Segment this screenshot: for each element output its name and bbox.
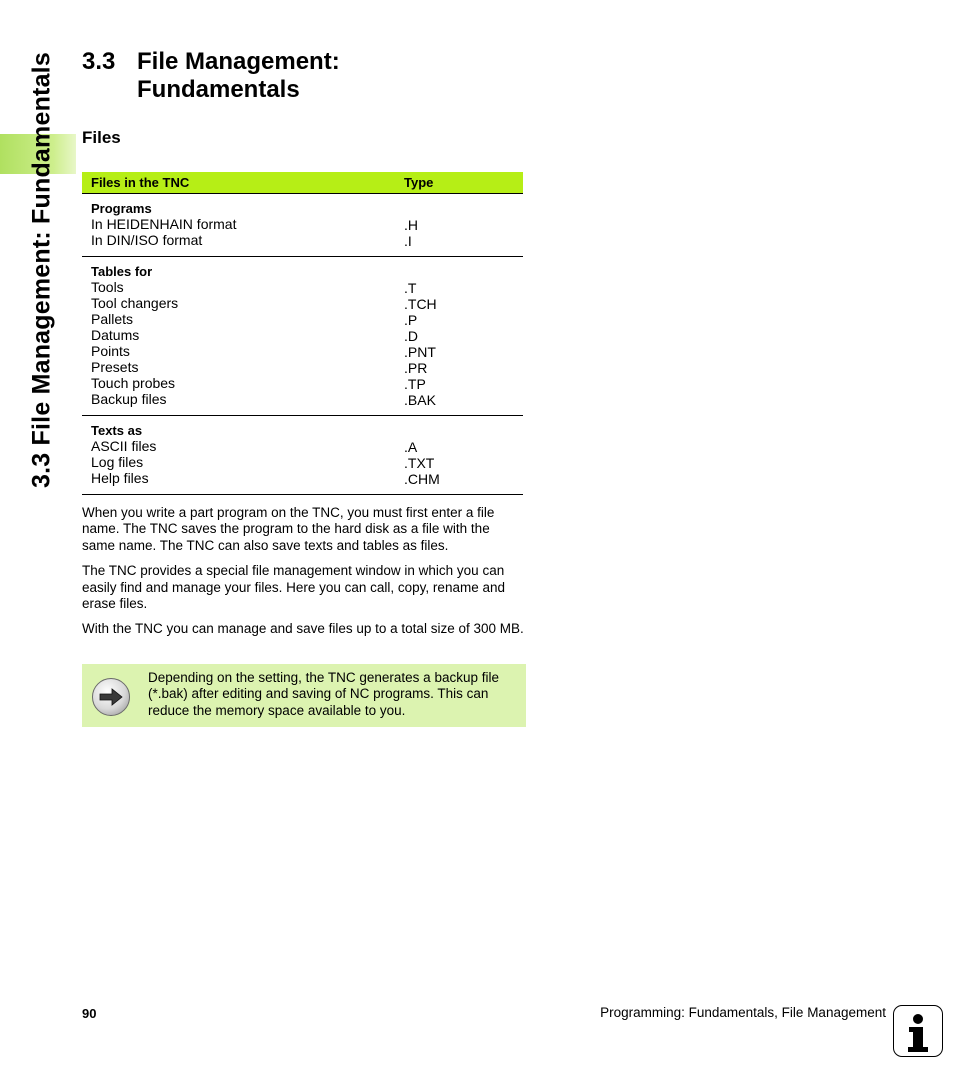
info-icon <box>893 1005 943 1057</box>
column-header-files: Files in the TNC <box>82 172 395 194</box>
file-name: Help files <box>91 470 149 486</box>
section-subheading: Files <box>82 128 121 147</box>
file-name: Pallets <box>91 311 134 327</box>
file-type: .PR <box>404 360 428 376</box>
file-type: .TCH <box>404 296 437 312</box>
group-title: Tables for <box>91 264 153 279</box>
file-name: In DIN/ISO format <box>91 232 203 248</box>
title-line-2: Fundamentals <box>137 76 300 103</box>
file-type: .P <box>404 312 418 328</box>
table-cell-types <box>395 194 523 257</box>
arrow-right-icon <box>92 678 130 716</box>
table-row-programs <box>82 194 523 257</box>
page-title <box>82 48 340 104</box>
file-name: Touch probes <box>91 375 176 391</box>
table-cell-names <box>82 194 395 257</box>
file-type: .A <box>404 439 418 455</box>
file-type: .PNT <box>404 344 436 360</box>
table-cell-names <box>82 416 395 495</box>
table-cell-names <box>82 257 395 416</box>
file-name: Datums <box>91 327 140 343</box>
page-number: 90 <box>82 1006 97 1021</box>
file-type: .BAK <box>404 392 436 408</box>
footer-text: Programming: Fundamentals, File Management <box>600 1005 886 1020</box>
column-header-type: Type <box>395 172 523 194</box>
table-row-texts <box>82 416 523 495</box>
section-number: 3.3 <box>82 48 116 75</box>
table-cell-types <box>395 416 523 495</box>
file-type: .T <box>404 280 417 296</box>
file-name: ASCII files <box>91 438 157 454</box>
file-types-table <box>82 172 523 495</box>
paragraph: When you write a part program on the TNC, you must first enter a file name. The TNC saves the program to the hard disk as a file with the same name. The TNC can also save texts and tables as files. <box>82 505 495 553</box>
note-box <box>82 664 526 727</box>
body-text <box>82 505 524 647</box>
file-type: .TXT <box>404 455 435 471</box>
title-line-1: File Management: <box>137 48 340 75</box>
file-type: .H <box>404 217 418 233</box>
paragraph: With the TNC you can manage and save files up to a total size of 300 MB. <box>82 621 524 637</box>
file-name: Points <box>91 343 130 359</box>
side-chapter-title: 3.3 File Management: Fundamentals <box>27 52 56 488</box>
file-name: Presets <box>91 359 139 375</box>
group-title: Programs <box>91 201 152 216</box>
file-type: .TP <box>404 376 426 392</box>
table-cell-types <box>395 257 523 416</box>
file-name: Log files <box>91 454 144 470</box>
file-name: In HEIDENHAIN format <box>91 216 237 232</box>
note-text: Depending on the setting, the TNC generates a backup file (*.bak) after editing and saving of NC programs. This can reduce the memory space available to you. <box>148 670 499 718</box>
table-row-tables <box>82 257 523 416</box>
paragraph: The TNC provides a special file management window in which you can easily find and manage your files. Here you can call, copy, rename and erase files. <box>82 563 505 612</box>
file-name: Backup files <box>91 391 167 407</box>
file-type: .I <box>404 233 412 249</box>
file-name: Tools <box>91 279 124 295</box>
file-name: Tool changers <box>91 295 179 311</box>
group-title: Texts as <box>91 423 143 438</box>
file-type: .CHM <box>404 471 440 487</box>
file-type: .D <box>404 328 418 344</box>
